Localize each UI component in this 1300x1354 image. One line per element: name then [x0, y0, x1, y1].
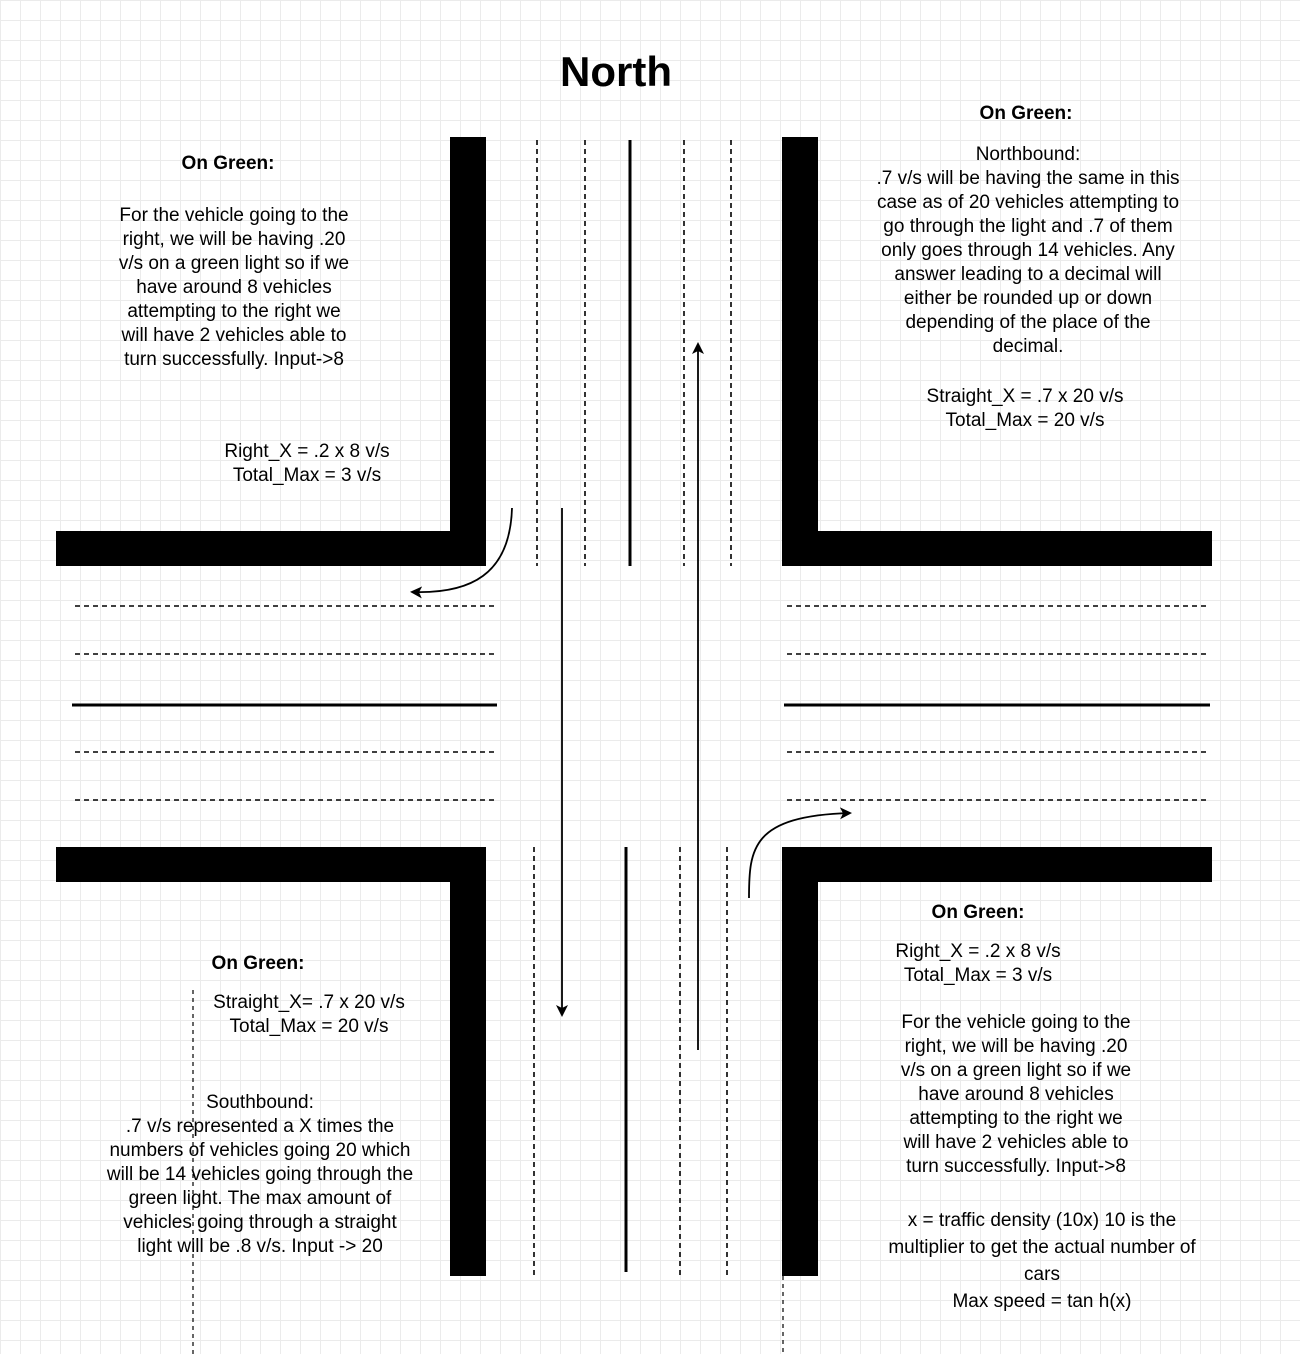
diagram-title: North: [560, 48, 672, 95]
top-right-formula: Straight_X = .7 x 20 v/s Total_Max = 20 v/s: [926, 386, 1124, 431]
bottom-left-heading: On Green:: [211, 953, 305, 974]
bottom-left-description: Southbound: .7 v/s represented a X times the numbers of vehicles going 20 which will be 14 vehicles going through the green light. The max amount of vehicles going through a straight light will be .8 v/s. Input -> 20: [106, 1092, 414, 1257]
top-left-description: For the vehicle going to the right, we will be having .20 v/s on a green light so if we have around 8 vehicles attempting to the right we will have 2 vehicles able to turn successfully. Input->8: [118, 205, 350, 370]
bottom-right-heading: On Green:: [931, 902, 1025, 923]
top-left-formula: Right_X = .2 x 8 v/s Total_Max = 3 v/s: [224, 441, 390, 486]
bottom-right-formula: Right_X = .2 x 8 v/s Total_Max = 3 v/s: [895, 941, 1061, 986]
bottom-left-formula: Straight_X= .7 x 20 v/s Total_Max = 20 v/s: [213, 992, 405, 1037]
top-right-description: Northbound: .7 v/s will be having the same in this case as of 20 vehicles attempting to go through the light and .7 of them only goes through 14 vehicles. Any answer leading to a decimal will either be rounded up or down depending of the place of the decimal.: [876, 144, 1180, 357]
top-right-heading: On Green:: [979, 103, 1073, 124]
bottom-right-description: For the vehicle going to the right, we will be having .20 v/s on a green light so if we have around 8 vehicles attempting to the right we will have 2 vehicles able to turn successfully. Input->8: [900, 1012, 1132, 1177]
bottom-right-notes: x = traffic density (10x) 10 is the multiplier to get the actual number of cars Max speed = tan h(x): [888, 1210, 1196, 1312]
top-left-heading: On Green:: [181, 153, 275, 174]
